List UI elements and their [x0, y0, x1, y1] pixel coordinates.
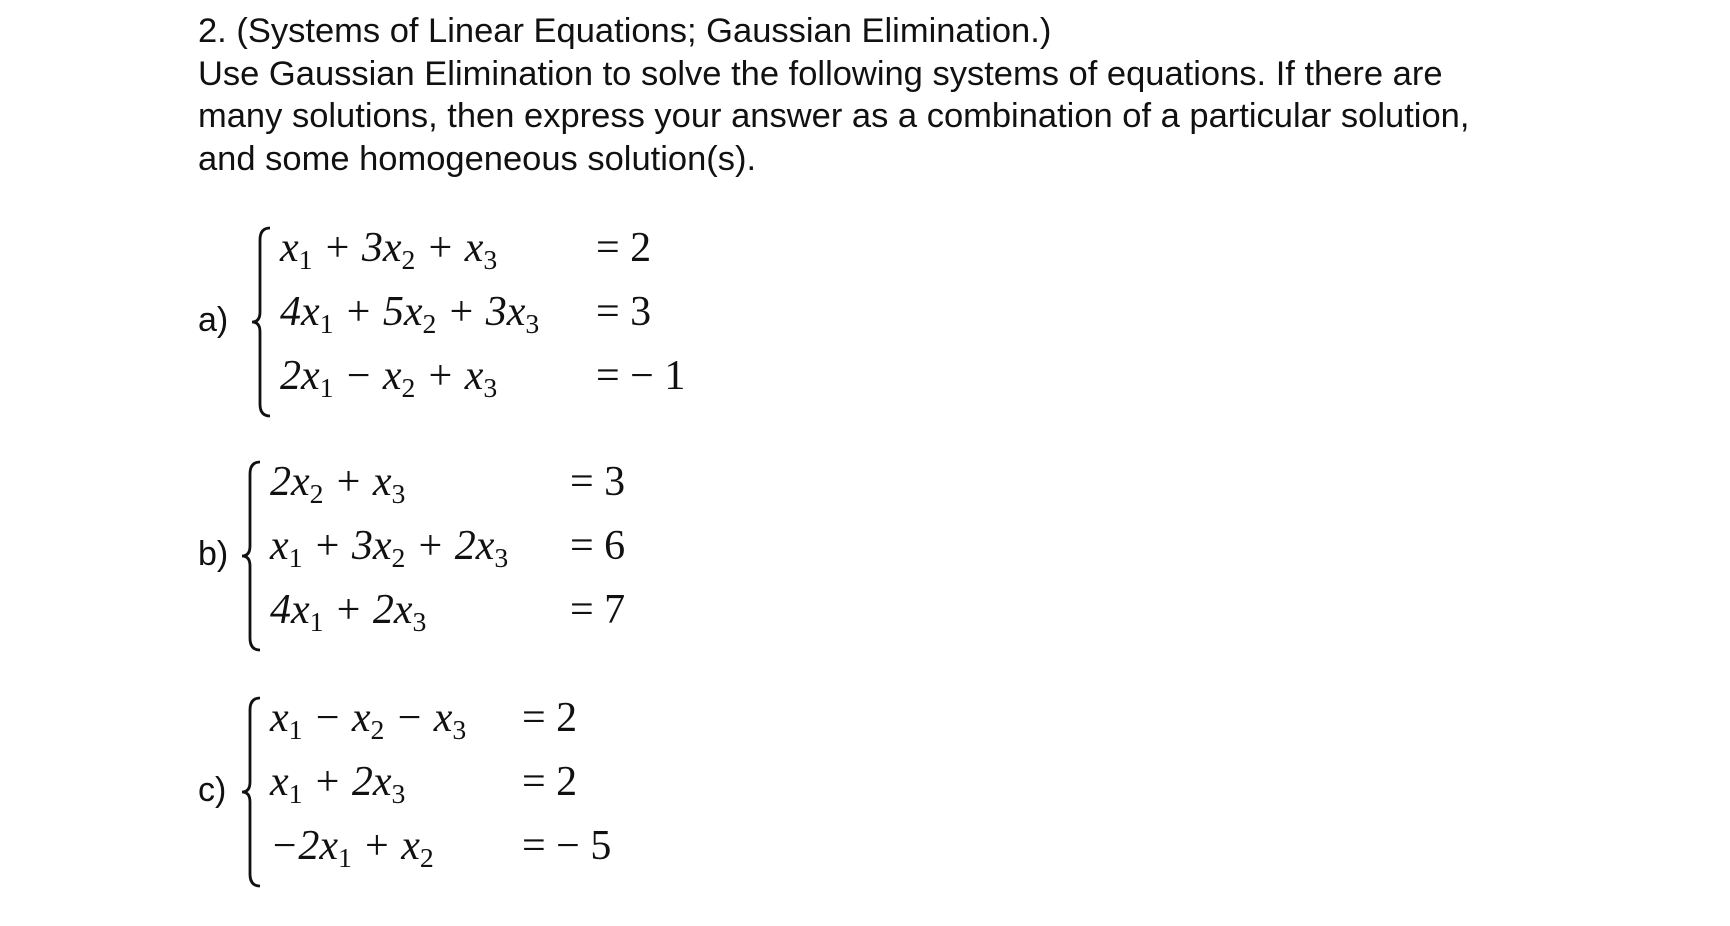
equation-expression: $x_1 + 3x_2 + 2x_3$: [270, 523, 509, 573]
problem-title: 2. (Systems of Linear Equations; Gaussian Elimination.): [198, 12, 1052, 50]
system-label: c): [198, 771, 227, 809]
equation-rhs: = 6: [570, 523, 626, 569]
equation-lhs: [280, 224, 498, 275]
equation-rhs: = − 5: [522, 823, 612, 869]
equation-rhs: = 2: [596, 225, 652, 271]
equation-lhs: [270, 758, 406, 809]
problem-instructions-line-1: Use Gaussian Elimination to solve the following systems of equations. If there are: [198, 54, 1443, 93]
equation-expression: $4x_1 + 2x_3$: [270, 587, 427, 637]
problem-instructions-line-3: and some homogeneous solution(s).: [198, 139, 757, 178]
equation-expression: $-2x_1 + x_2$: [270, 823, 434, 873]
equation-expression: $x_1 - x_2 - x_3$: [270, 695, 467, 745]
equation-rhs: = 7: [570, 587, 626, 633]
equation-rhs: = 2: [522, 695, 578, 741]
equation-rhs: = 2: [522, 759, 578, 805]
system-label: a): [198, 301, 229, 339]
equation-rhs: = − 1: [596, 353, 686, 399]
equation-lhs: [270, 458, 406, 509]
equation-rhs: = 3: [570, 459, 626, 505]
equation-lhs: [280, 288, 540, 339]
equation-lhs: [270, 586, 427, 637]
problem-instructions-line-2: many solutions, then express your answer as a combination of a particular solution,: [198, 97, 1470, 135]
equation-lhs: [270, 522, 509, 573]
equation-expression: $2x_1 - x_2 + x_3$: [280, 353, 498, 403]
equation-rhs: = 3: [596, 289, 652, 335]
problem-header: [198, 10, 1698, 180]
equation-lhs: [270, 694, 467, 745]
equation-expression: $2x_2 + x_3$: [270, 459, 406, 509]
equation-expression: $4x_1 + 5x_2 + 3x_3$: [280, 289, 540, 339]
equation-expression: $x_1 + 3x_2 + x_3$: [280, 225, 498, 275]
equation-lhs: [280, 352, 498, 403]
system-label: b): [198, 535, 229, 573]
equation-lhs: [270, 822, 434, 873]
equation-expression: $x_1 + 2x_3$: [270, 759, 406, 809]
